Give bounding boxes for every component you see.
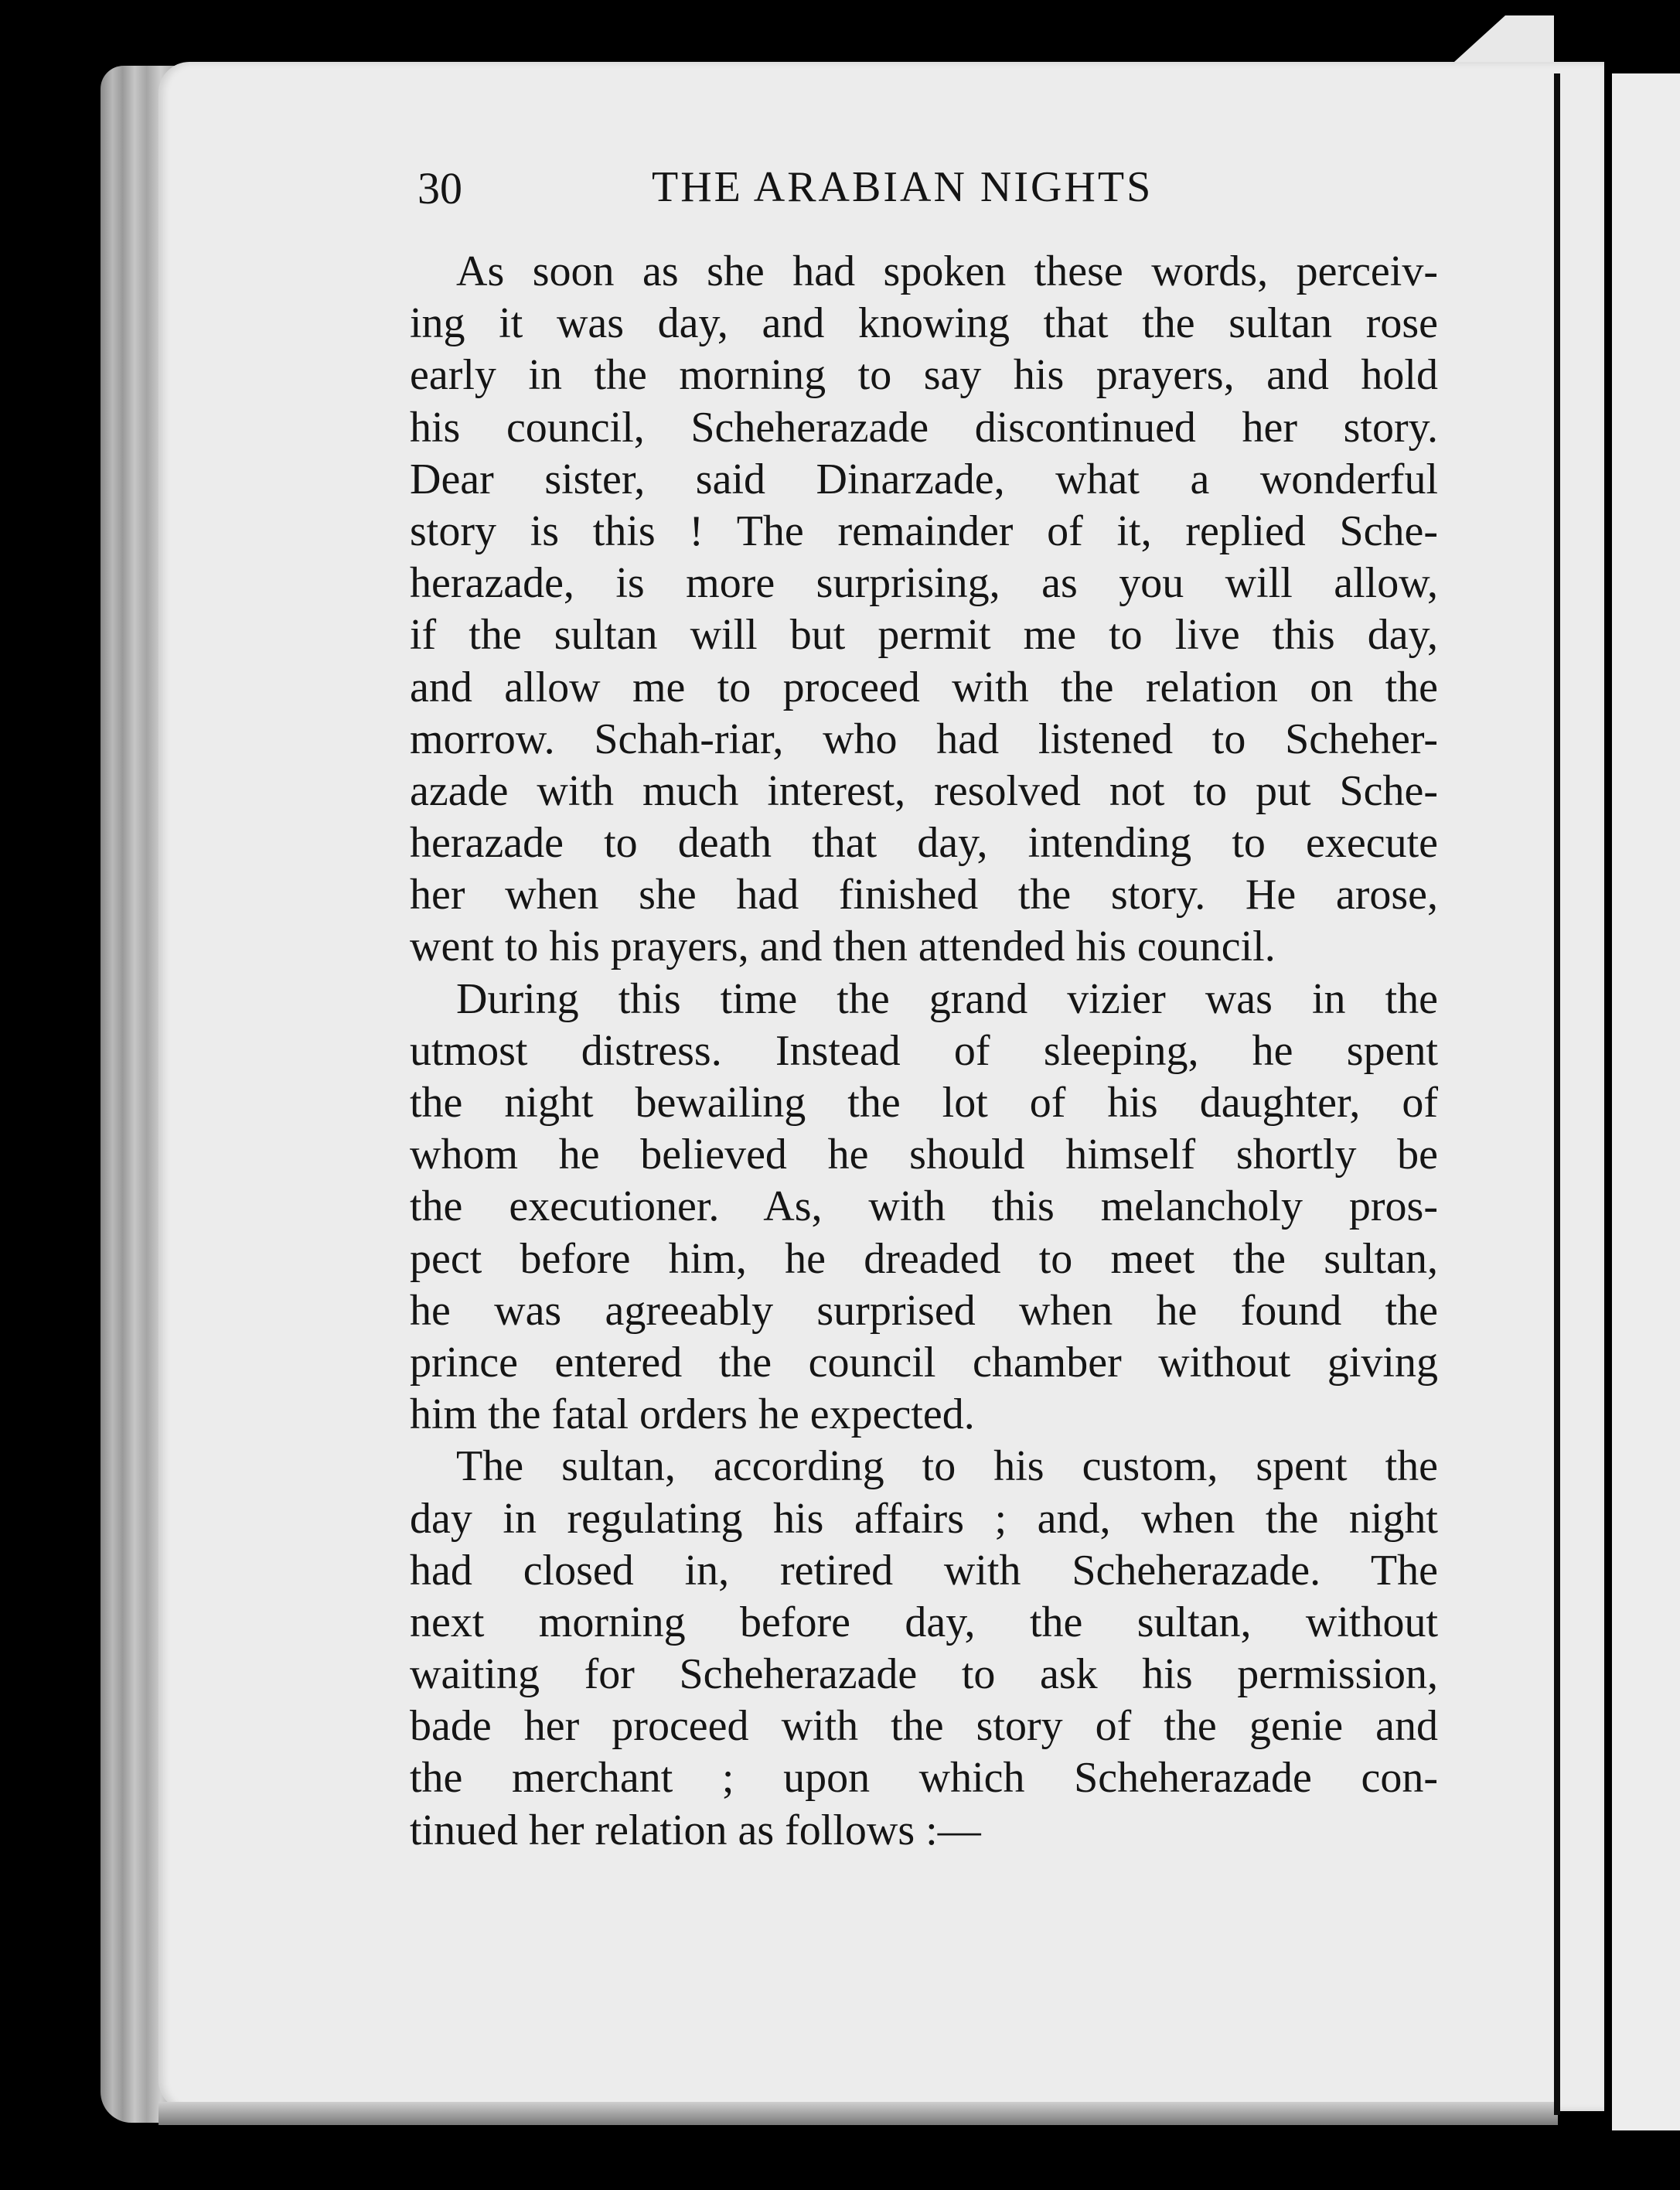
text-line: had closed in, retired with Scheherazade. The <box>410 1546 1438 1595</box>
text-line: morrow. Schah-riar, who had listened to Scheher- <box>410 715 1438 763</box>
text-line: the night bewailing the lot of his daughter, of <box>410 1079 1438 1127</box>
text-line: early in the morning to say his prayers, and hold <box>410 351 1438 400</box>
text-line: herazade, is more surprising, as you will allow, <box>410 559 1438 608</box>
text-line: whom he believed he should himself shortly be <box>410 1131 1438 1179</box>
text-line: bade her proceed with the story of the genie and <box>410 1702 1438 1751</box>
text-line: went to his prayers, and then attended his council. <box>410 923 1276 971</box>
text-line: day in regulating his affairs ; and, when the night <box>410 1494 1438 1543</box>
page-number: 30 <box>417 163 462 213</box>
text-line: herazade to death that day, intending to execute <box>410 819 1438 868</box>
body-text <box>410 246 1438 1857</box>
running-title: THE ARABIAN NIGHTS <box>652 163 1154 211</box>
text-line: if the sultan will but permit me to live this day, <box>410 611 1438 660</box>
text-line: azade with much interest, resolved not to put Sche- <box>410 766 1438 815</box>
text-line: As soon as she had spoken these words, perceiv- <box>456 247 1438 295</box>
text-line: pect before him, he dreaded to meet the sultan, <box>410 1234 1438 1283</box>
text-line: story is this ! The remainder of it, replied Sche- <box>410 507 1438 555</box>
text-line: Dear sister, said Dinarzade, what a wonderful <box>410 455 1438 503</box>
text-line: tinued her relation as follows :— <box>410 1806 981 1854</box>
text-line: next morning before day, the sultan, without <box>410 1598 1438 1646</box>
text-line: the executioner. As, with this melancholy pros- <box>410 1182 1438 1231</box>
text-line: his council, Scheherazade discontinued her story. <box>410 403 1438 452</box>
text-line: waiting for Scheherazade to ask his permission, <box>410 1650 1438 1699</box>
text-line: he was agreeably surprised when he found the <box>410 1286 1438 1335</box>
text-line: him the fatal orders he expected. <box>410 1390 975 1439</box>
text-line: and allow me to proceed with the relation on the <box>410 663 1438 711</box>
text-line: ing it was day, and knowing that the sultan rose <box>410 299 1438 348</box>
text-line: utmost distress. Instead of sleeping, he spent <box>410 1026 1438 1075</box>
page-bottom-edge <box>158 2102 1558 2125</box>
text-line: her when she had finished the story. He arose, <box>410 871 1438 919</box>
text-line: The sultan, according to his custom, spent the <box>456 1442 1438 1491</box>
text-line: prince entered the council chamber without giving <box>410 1338 1438 1387</box>
facing-page-edge <box>1612 73 1680 2130</box>
text-line: the merchant ; upon which Scheherazade con- <box>410 1754 1438 1803</box>
gutter-line <box>1554 73 1560 2115</box>
text-line: During this time the grand vizier was in the <box>456 974 1438 1023</box>
